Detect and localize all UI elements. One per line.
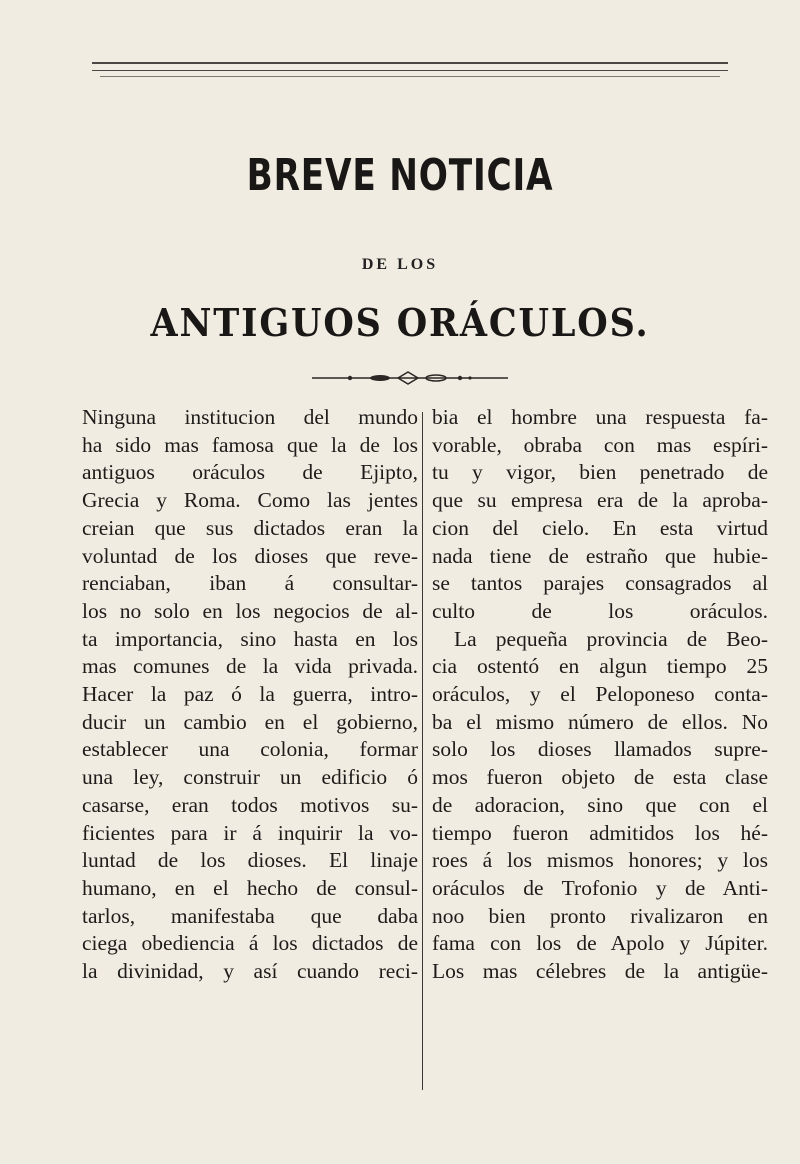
text-line: casarse, eran todos motivos su- [82, 792, 418, 817]
text-line: ha sido mas famosa que la de los [82, 432, 418, 457]
text-line: ba el mismo número de ellos. No [432, 709, 768, 734]
text-line: Hacer la paz ó la guerra, intro- [82, 682, 418, 707]
text-line: oráculos de Trofonio y de Anti- [432, 875, 768, 900]
text-line: se tantos parajes consagrados al [432, 571, 768, 596]
text-line: ducir un cambio en el gobierno, [82, 709, 418, 734]
text-line: mos fueron objeto de esta clase [432, 765, 768, 790]
left-column [82, 404, 418, 986]
text-line: humano, en el hecho de consul- [82, 875, 418, 900]
text-line: antiguos oráculos de Ejipto, [82, 460, 418, 485]
text-line: ciega obediencia á los dictados de [82, 931, 418, 956]
text-line: nada tiene de estraño que hubie- [432, 543, 768, 568]
page-title: BREVE NOTICIA [246, 150, 554, 201]
text-line: voluntad de los dioses que reve- [82, 543, 418, 568]
text-line: una ley, construir un edificio ó [82, 765, 418, 790]
page-subtitle: DE LOS [361, 256, 439, 273]
text-line: oráculos, y el Peloponeso conta- [432, 682, 768, 707]
text-line: solo los dioses llamados supre- [432, 737, 768, 762]
text-line: establecer una colonia, formar [82, 737, 418, 762]
text-line: bia el hombre una respuesta fa- [432, 405, 768, 429]
text-line: roes á los mismos honores; y los [432, 848, 768, 873]
text-line: ta importancia, sino hasta en los [82, 626, 418, 651]
text-line: Ninguna institucion del mundo [82, 405, 418, 429]
top-rule-faint [100, 76, 720, 77]
text-line: mas comunes de la vida privada. [82, 654, 418, 679]
text-line: Los mas célebres de la antigüe- [432, 959, 768, 984]
text-line: los no solo en los negocios de al- [82, 598, 418, 623]
text-line: tarlos, manifestaba que daba [82, 903, 418, 928]
text-line: noo bien pronto rivalizaron en [432, 903, 768, 928]
text-line: tiempo fueron admitidos los hé- [432, 820, 768, 845]
text-line: luntad de los dioses. El linaje [82, 848, 418, 873]
section-heading: ANTIGUOS ORÁCULOS. [150, 300, 650, 345]
text-line: La pequeña provincia de Beo- [454, 626, 768, 651]
text-line: ficientes para ir á inquirir la vo- [82, 820, 418, 845]
text-line: renciaban, iban á consultar- [82, 571, 418, 596]
text-line: creian que sus dictados eran la [82, 515, 418, 540]
column-divider [422, 412, 423, 1090]
text-line: vorable, obraba con mas espíri- [432, 432, 768, 457]
text-line: de adoracion, sino que con el [432, 792, 768, 817]
ornament-divider [310, 370, 510, 386]
right-column [432, 404, 768, 986]
text-line: la divinidad, y así cuando reci- [82, 959, 418, 984]
top-double-rule [92, 62, 728, 64]
text-line: cion del cielo. En esta virtud [432, 515, 768, 540]
text-line: tu y vigor, bien penetrado de [432, 460, 768, 485]
text-line: que su empresa era de la aproba- [432, 488, 768, 513]
text-line: culto de los oráculos. [432, 598, 768, 623]
text-line: cia ostentó en algun tiempo 25 [432, 654, 768, 679]
text-line: fama con los de Apolo y Júpiter. [432, 931, 768, 956]
top-rule-thin [92, 70, 728, 71]
text-line: Grecia y Roma. Como las jentes [82, 488, 418, 513]
